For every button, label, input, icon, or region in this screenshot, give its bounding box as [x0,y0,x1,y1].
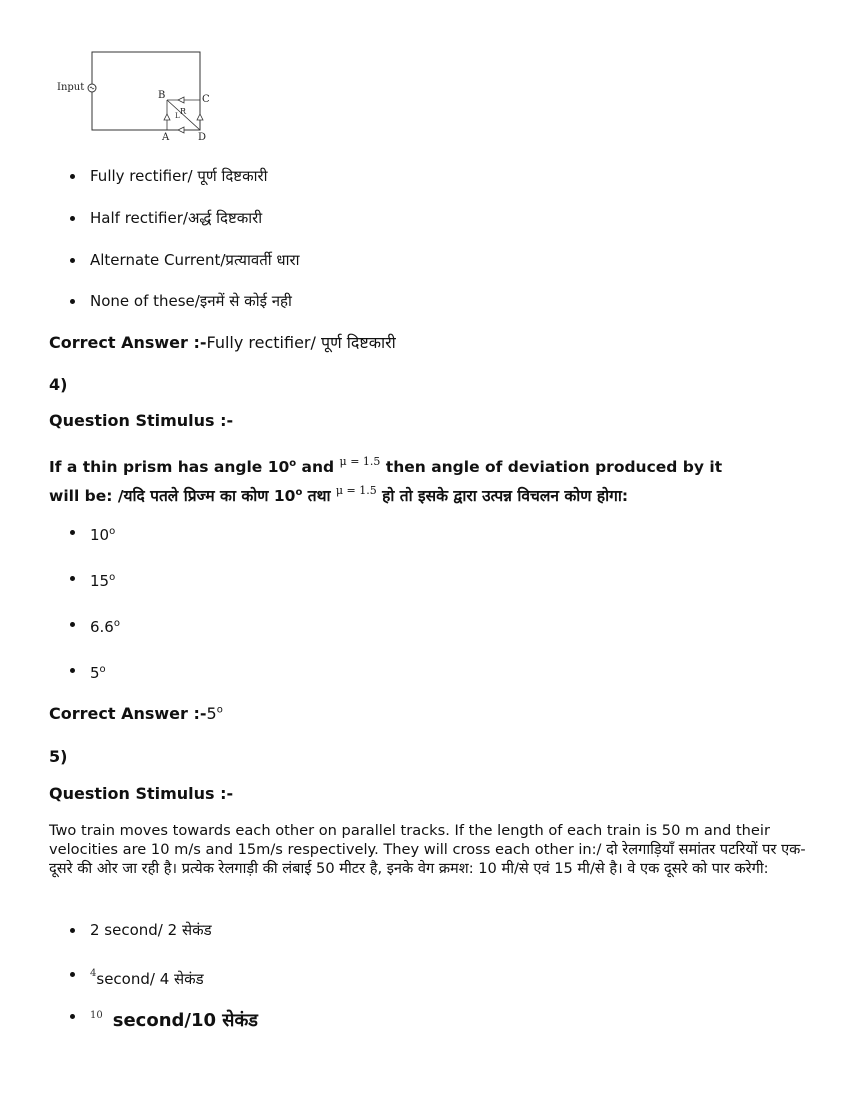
q3-options-list [70,250,300,270]
q5-option-2: $^4$second/ 4 सेकंड [70,964,204,984]
node-l-label: L [175,112,180,120]
q3-options-list [70,166,268,186]
node-a-label: A [162,132,170,143]
q5-options-list [70,1006,258,1031]
node-r-label: R [180,107,187,116]
q4-option-4: 5$^o$ [70,660,106,680]
q4-option-2: 15$^o$ [70,568,115,588]
q3-option-4: None of these/इनमें से कोई नही [70,291,292,311]
mu-value: μ = 1.5 [339,455,381,468]
q3-option-1: Fully rectifier/ पूर्ण दिष्टकारी [70,166,268,186]
node-b-label: B [158,90,166,101]
q5-option-3: $^{10}$ second/10 सेकंड [70,1006,258,1026]
q5-question-text: Two train moves towards each other on parallel tracks. If the length of each train is 50 m and their velocities are 10 m/s and 15m/s respectively. They will cross each other in:/ दो रेलगाड़ियाँ समांतर पटरियों पर एक-दूसरे की ओर जा रही है। प्रत्येक रेलगाड़ी की लंबाई 50 मीटर है, इनके वेग क्रमश: 10 मी/से एवं 15 मी/से है। वे एक दूसरे को पार करेगी: [49,822,806,877]
diode-left-icon [164,114,170,120]
bridge-rectifier-diagram [55,45,225,145]
q3-correct-answer [49,331,396,353]
diode-bottom-icon [178,127,184,133]
q4-options-list [70,614,120,634]
question-stimulus-label: Question Stimulus :- [49,411,234,430]
input-label: Input [57,82,85,93]
question-stimulus-label: Question Stimulus :- [49,784,234,803]
q4-option-3: 6.6$^o$ [70,614,120,634]
q3-options-list [70,208,262,228]
q3-options-list [70,291,292,311]
correct-answer-label: Correct Answer :- [49,333,207,352]
q4-options-list [70,522,115,542]
diode-top-icon [178,97,184,103]
q4-options-list [70,568,115,588]
correct-answer-value: 5 [206,704,217,723]
node-d-label: D [198,132,207,143]
correct-answer-label: Correct Answer :- [49,704,207,723]
correct-answer-value: Fully rectifier/ पूर्ण दिष्टकारी [206,333,396,352]
q4-question-text: If a thin prism has angle 10$^o$ and $^{\mu = 1.5}$ then angle of deviation produced by it will be: /यदि पतले प्रिज्म का कोण 10$^o$ तथा $^{\mu = 1.5}$ हो तो इसके द्वारा उत्पन्न विचलन कोण होगा: [49,455,723,505]
diode-right-icon [197,114,203,120]
question-number: 4) [49,375,68,394]
q4-correct-answer: Correct Answer :-5$^o$ [49,704,223,723]
q3-option-2: Half rectifier/अर्द्ध दिष्टकारी [70,208,262,228]
q5-option-1: 2 second/ 2 सेकंड [70,920,212,940]
node-c-label: C [202,94,210,105]
q5-options-list [70,964,204,988]
question-number: 5) [49,747,68,766]
q4-options-list [70,660,106,680]
q5-options-list [70,920,212,940]
mu-value: μ = 1.5 [335,484,377,497]
q4-option-1: 10$^o$ [70,522,115,542]
q3-option-3: Alternate Current/प्रत्यावर्ती धारा [70,250,300,270]
